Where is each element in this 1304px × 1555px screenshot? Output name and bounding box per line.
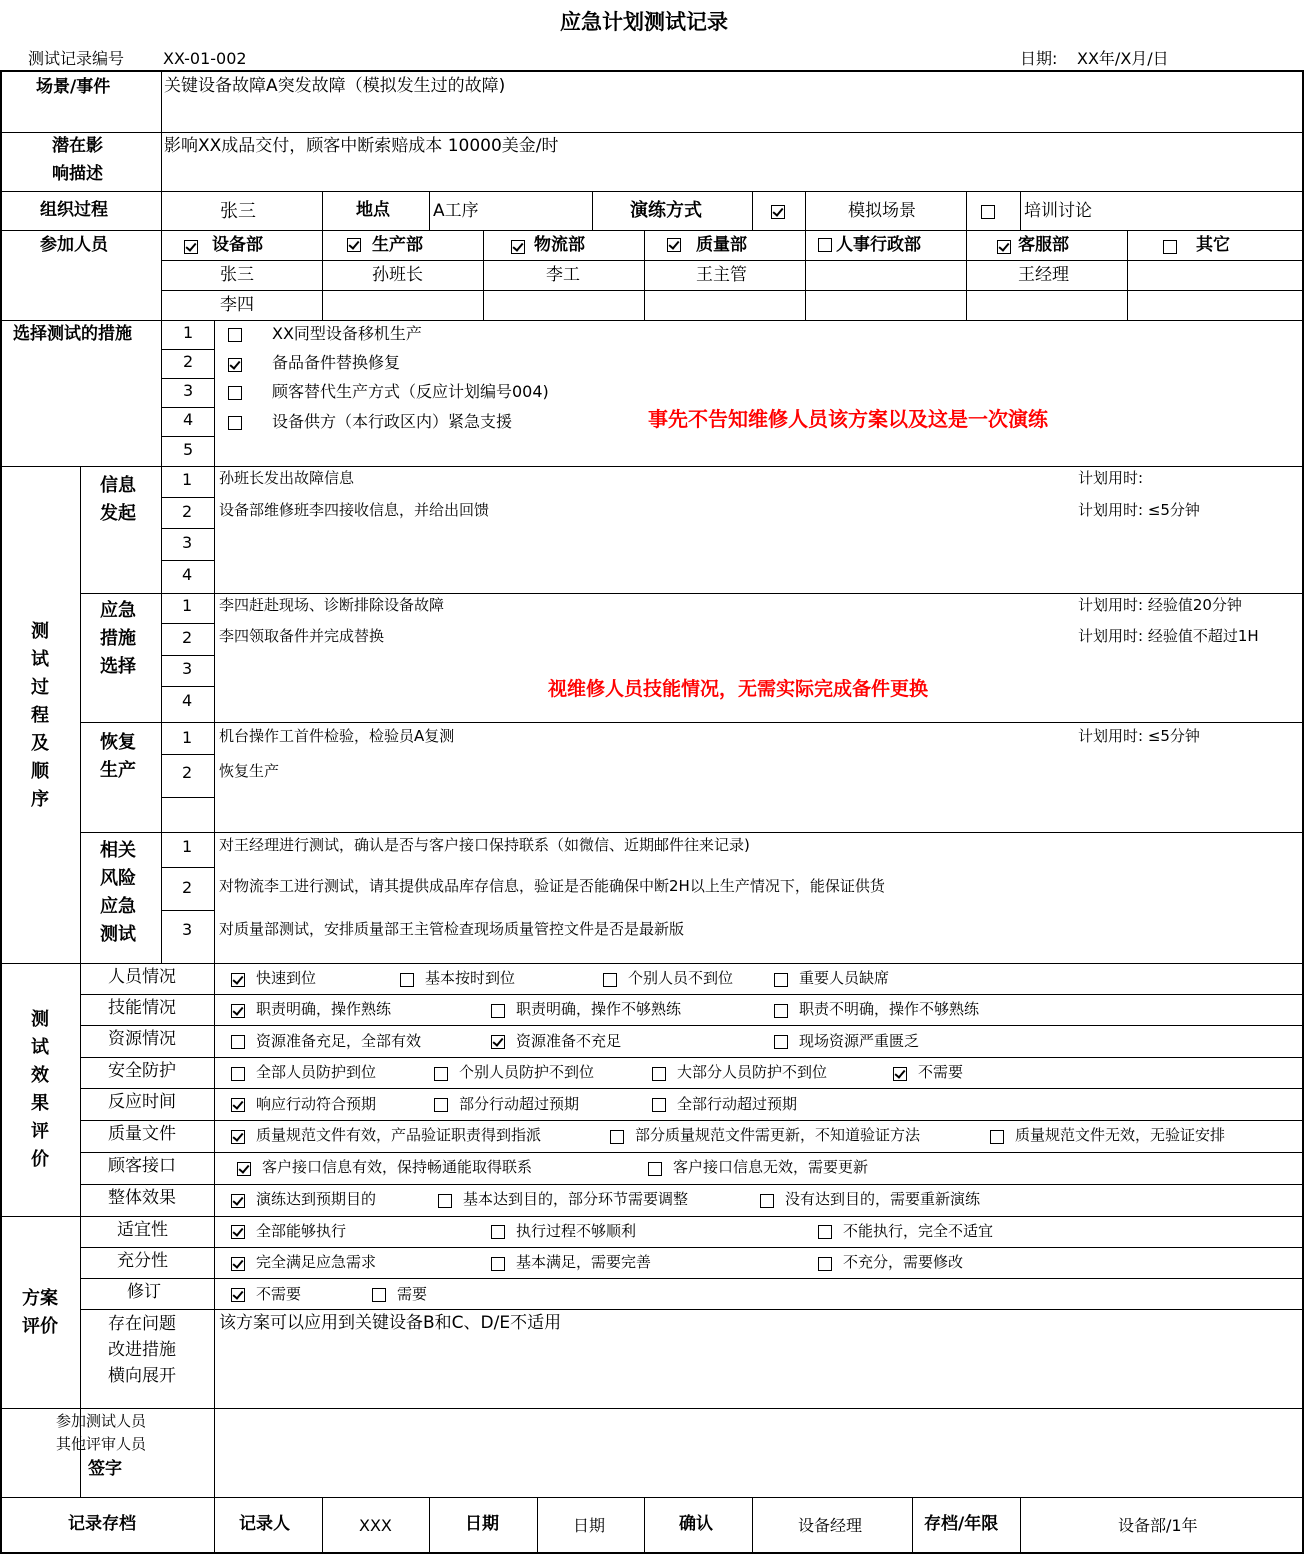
scenario-label: 场景/事件 — [36, 77, 111, 97]
measure-text: 备品备件替换修复 — [272, 353, 401, 372]
issues-label: 改进措施 — [108, 1340, 176, 1360]
measure-checkbox[interactable] — [228, 358, 242, 372]
measure-no: 4 — [183, 410, 194, 429]
plan-row-label: 充分性 — [117, 1251, 168, 1271]
eval-checkbox[interactable] — [231, 1004, 245, 1018]
eval-checkbox[interactable] — [237, 1162, 251, 1176]
process-no: 3 — [182, 920, 193, 939]
plan-eval-label-line2: 评价 — [22, 1316, 58, 1337]
dept-production-checkbox[interactable] — [347, 238, 361, 252]
participants-label: 参加人员 — [40, 235, 108, 255]
location-label: 地点 — [356, 200, 390, 220]
plan-checkbox[interactable] — [491, 1225, 505, 1239]
method-label: 演练方式 — [630, 200, 702, 221]
eval-checkbox[interactable] — [231, 1067, 245, 1081]
section-label-response: 应急措施选择 — [100, 600, 136, 677]
eval-row-label: 质量文件 — [108, 1124, 176, 1144]
dept-hr-checkbox[interactable] — [818, 238, 832, 252]
eval-option: 快速到位 — [256, 969, 317, 987]
eval-option: 质量规范文件无效，无验证安排 — [1015, 1126, 1226, 1144]
impact-label-line1: 潜在影 — [52, 136, 103, 156]
eval-option: 没有达到目的，需要重新演练 — [785, 1190, 981, 1208]
eval-option: 客户接口信息有效，保持畅通能取得联系 — [262, 1158, 533, 1176]
dept-service: 客服部 — [1018, 235, 1069, 255]
eval-option: 职责不明确，操作不够熟练 — [799, 1000, 980, 1018]
dept-service-checkbox[interactable] — [997, 240, 1011, 254]
dept-logistics-checkbox[interactable] — [511, 240, 525, 254]
measure-no: 1 — [183, 323, 194, 342]
eval-row-label: 技能情况 — [108, 998, 176, 1018]
eval-checkbox[interactable] — [400, 973, 414, 987]
dept-logistics: 物流部 — [534, 235, 585, 255]
process-no: 3 — [182, 659, 193, 678]
eval-checkbox[interactable] — [774, 1035, 788, 1049]
signature-area[interactable] — [216, 1410, 1300, 1495]
process-text: 对王经理进行测试，确认是否与客户接口保持联系（如微信、近期邮件往来记录) — [219, 836, 750, 854]
process-no: 1 — [182, 837, 193, 856]
eval-row-label: 安全防护 — [108, 1061, 176, 1081]
eval-option: 大部分人员防护不到位 — [677, 1063, 828, 1081]
eval-option: 全部行动超过预期 — [677, 1095, 798, 1113]
process-no: 2 — [182, 763, 193, 782]
dept-other: 其它 — [1196, 235, 1230, 255]
participant-name: 李四 — [220, 295, 254, 315]
measures-label: 选择测试的措施 — [13, 324, 132, 344]
eval-row-label: 顾客接口 — [108, 1156, 176, 1176]
eval-checkbox[interactable] — [652, 1067, 666, 1081]
plan-checkbox[interactable] — [372, 1288, 386, 1302]
section-label-recovery: 恢复生产 — [100, 732, 136, 781]
impact-label-line2: 响描述 — [52, 164, 103, 184]
plan-option: 执行过程不够顺利 — [516, 1222, 637, 1240]
plan-option: 不需要 — [256, 1285, 302, 1303]
process-text: 恢复生产 — [219, 762, 280, 780]
issues-text: 该方案可以应用到关键设备B和C、D/E不适用 — [219, 1313, 562, 1333]
signature-line3: 签字 — [88, 1459, 122, 1479]
impact-value: 影响XX成品交付，顾客中断索赔成本 10000美金/时 — [164, 136, 559, 156]
eval-checkbox[interactable] — [231, 1035, 245, 1049]
process-text: 李四赶赴现场、诊断排除设备故障 — [219, 596, 445, 614]
plan-option: 需要 — [397, 1285, 428, 1303]
process-no: 4 — [182, 565, 193, 584]
eval-checkbox[interactable] — [231, 1098, 245, 1112]
eval-option: 响应行动符合预期 — [256, 1095, 377, 1113]
participant-name: 王经理 — [1018, 265, 1069, 285]
process-text: 对质量部测试，安排质量部王主管检查现场质量管控文件是否是最新版 — [219, 920, 685, 938]
plan-option: 不充分，需要修改 — [843, 1253, 964, 1271]
eval-checkbox[interactable] — [434, 1098, 448, 1112]
section-label-info: 信息发起 — [100, 475, 136, 524]
eval-option: 资源准备充足，全部有效 — [256, 1032, 422, 1050]
eval-checkbox[interactable] — [603, 973, 617, 987]
eval-option: 全部人员防护到位 — [256, 1063, 377, 1081]
option-training-checkbox[interactable] — [981, 205, 995, 219]
process-plan: 计划用时: 经验值不超过1H — [1078, 627, 1259, 645]
process-no: 4 — [182, 691, 193, 710]
confirm-value: 设备经理 — [798, 1516, 863, 1535]
eval-option: 现场资源严重匮乏 — [799, 1032, 920, 1050]
dept-quality-checkbox[interactable] — [667, 238, 681, 252]
eval-checkbox[interactable] — [893, 1067, 907, 1081]
confirm-label: 确认 — [679, 1514, 713, 1534]
eval-option: 部分行动超过预期 — [459, 1095, 580, 1113]
issues-label: 横向展开 — [108, 1366, 176, 1386]
eval-option: 不需要 — [918, 1063, 964, 1081]
section-label-risk: 相关风险应急测试 — [100, 840, 136, 945]
date-label: 日期: — [1020, 49, 1058, 68]
process-text: 孙班长发出故障信息 — [219, 469, 355, 487]
measure-no: 2 — [183, 352, 194, 371]
eval-row-label: 整体效果 — [108, 1188, 176, 1208]
response-note: 视维修人员技能情况，无需实际完成备件更换 — [548, 678, 929, 700]
measure-checkbox[interactable] — [228, 416, 242, 430]
process-no: 1 — [182, 596, 193, 615]
plan-option: 基本满足，需要完善 — [516, 1253, 652, 1271]
location-value: A工序 — [433, 201, 479, 221]
plan-eval-label-line1: 方案 — [22, 1288, 58, 1309]
eval-checkbox[interactable] — [231, 973, 245, 987]
process-plan: 计划用时: ≤5分钟 — [1078, 727, 1200, 745]
option-training-label: 培训讨论 — [1024, 201, 1092, 221]
dept-quality: 质量部 — [696, 235, 747, 255]
eval-option: 基本达到目的，部分环节需要调整 — [463, 1190, 689, 1208]
date-value: XX年/X月/日 — [1077, 49, 1169, 68]
eval-option: 重要人员缺席 — [799, 969, 890, 987]
plan-row-label: 修订 — [127, 1282, 161, 1302]
process-no: 2 — [182, 628, 193, 647]
eval-option: 质量规范文件有效，产品验证职责得到指派 — [256, 1126, 542, 1144]
eval-option: 职责明确，操作不够熟练 — [516, 1000, 682, 1018]
evaluation-label: 测试效果评价 — [31, 1009, 49, 1170]
dept-equipment-checkbox[interactable] — [184, 240, 198, 254]
eval-checkbox[interactable] — [231, 1194, 245, 1208]
process-text: 李四领取备件并完成替换 — [219, 627, 385, 645]
dept-other-checkbox[interactable] — [1163, 240, 1177, 254]
process-text: 对物流李工进行测试，请其提供成品库存信息，验证是否能确保中断2H以上生产情况下，能保证供货 — [219, 877, 885, 895]
process-plan: 计划用时: ≤5分钟 — [1078, 501, 1200, 519]
dept-hr: 人事行政部 — [836, 235, 921, 255]
eval-row-label: 人员情况 — [108, 967, 176, 987]
eval-row-label: 反应时间 — [108, 1092, 176, 1112]
dept-equipment: 设备部 — [212, 235, 263, 255]
eval-checkbox[interactable] — [491, 1004, 505, 1018]
eval-option: 资源准备不充足 — [516, 1032, 622, 1050]
eval-option: 基本按时到位 — [425, 969, 516, 987]
eval-option: 个别人员防护不到位 — [459, 1063, 595, 1081]
eval-option: 部分质量规范文件需更新，不知道验证方法 — [635, 1126, 921, 1144]
signature-line1: 参加测试人员 — [56, 1412, 147, 1430]
plan-checkbox[interactable] — [818, 1257, 832, 1271]
measures-note: 事先不告知维修人员该方案以及这是一次演练 — [648, 407, 1048, 431]
eval-checkbox[interactable] — [774, 1004, 788, 1018]
process-plan: 计划用时: 经验值20分钟 — [1078, 596, 1242, 614]
dept-production: 生产部 — [372, 235, 423, 255]
plan-option: 全部能够执行 — [256, 1222, 347, 1240]
organize-person: 张三 — [220, 201, 256, 222]
signature-line2: 其他评审人员 — [56, 1435, 147, 1453]
process-label: 测试过程及顺序 — [31, 621, 49, 810]
eval-checkbox[interactable] — [491, 1035, 505, 1049]
plan-checkbox[interactable] — [231, 1225, 245, 1239]
plan-row-label: 适宜性 — [117, 1220, 168, 1240]
archive-date-value: 日期 — [573, 1516, 606, 1535]
plan-checkbox[interactable] — [491, 1257, 505, 1271]
participant-name: 孙班长 — [372, 265, 423, 285]
record-no-label: 测试记录编号 — [28, 49, 125, 68]
measure-text: XX同型设备移机生产 — [272, 324, 422, 343]
eval-checkbox[interactable] — [648, 1162, 662, 1176]
eval-checkbox[interactable] — [438, 1194, 452, 1208]
recorder-value: XXX — [359, 1516, 392, 1535]
process-plan: 计划用时: — [1078, 469, 1144, 487]
eval-option: 演练达到预期目的 — [256, 1190, 377, 1208]
eval-checkbox[interactable] — [652, 1098, 666, 1112]
record-no: XX-01-002 — [163, 49, 247, 68]
plan-checkbox[interactable] — [818, 1225, 832, 1239]
process-text: 设备部维修班李四接收信息，并给出回馈 — [219, 501, 490, 519]
recorder-label: 记录人 — [239, 1514, 290, 1534]
plan-checkbox[interactable] — [231, 1257, 245, 1271]
measure-checkbox[interactable] — [228, 328, 242, 342]
measure-checkbox[interactable] — [228, 386, 242, 400]
measure-no: 3 — [183, 381, 194, 400]
eval-checkbox[interactable] — [760, 1194, 774, 1208]
measure-text: 设备供方（本行政区内）紧急支援 — [272, 412, 513, 431]
organize-label: 组织过程 — [40, 200, 108, 220]
plan-option: 完全满足应急需求 — [256, 1253, 377, 1271]
participant-name: 李工 — [546, 265, 580, 285]
eval-row-label: 资源情况 — [108, 1029, 176, 1049]
archive-label: 记录存档 — [68, 1514, 136, 1534]
page-title: 应急计划测试记录 — [560, 10, 728, 34]
process-no: 1 — [182, 470, 193, 489]
plan-option: 不能执行，完全不适宜 — [843, 1222, 994, 1240]
issues-label: 存在问题 — [108, 1314, 176, 1334]
option-simulate-checkbox[interactable] — [771, 205, 785, 219]
eval-checkbox[interactable] — [434, 1067, 448, 1081]
plan-checkbox[interactable] — [231, 1288, 245, 1302]
measure-text: 顾客替代生产方式（反应计划编号004) — [272, 382, 549, 401]
eval-checkbox[interactable] — [231, 1130, 245, 1144]
eval-option: 客户接口信息无效，需要更新 — [673, 1158, 869, 1176]
process-no: 1 — [182, 728, 193, 747]
eval-option: 职责明确，操作熟练 — [256, 1000, 392, 1018]
process-no: 2 — [182, 502, 193, 521]
participant-name: 张三 — [220, 265, 254, 285]
process-text: 机台操作工首件检验，检验员A复测 — [219, 727, 455, 745]
period-label: 存档/年限 — [924, 1514, 999, 1534]
process-no: 2 — [182, 878, 193, 897]
eval-checkbox[interactable] — [610, 1130, 624, 1144]
measure-no: 5 — [183, 440, 194, 459]
eval-option: 个别人员不到位 — [628, 969, 734, 987]
process-no: 3 — [182, 533, 193, 552]
scenario-value: 关键设备故障A突发故障（模拟发生过的故障) — [164, 76, 506, 96]
eval-checkbox[interactable] — [774, 973, 788, 987]
participant-name: 王主管 — [696, 265, 747, 285]
archive-date-label: 日期 — [465, 1514, 499, 1534]
period-value: 设备部/1年 — [1118, 1516, 1198, 1535]
option-simulate-label: 模拟场景 — [848, 201, 916, 221]
eval-checkbox[interactable] — [990, 1130, 1004, 1144]
